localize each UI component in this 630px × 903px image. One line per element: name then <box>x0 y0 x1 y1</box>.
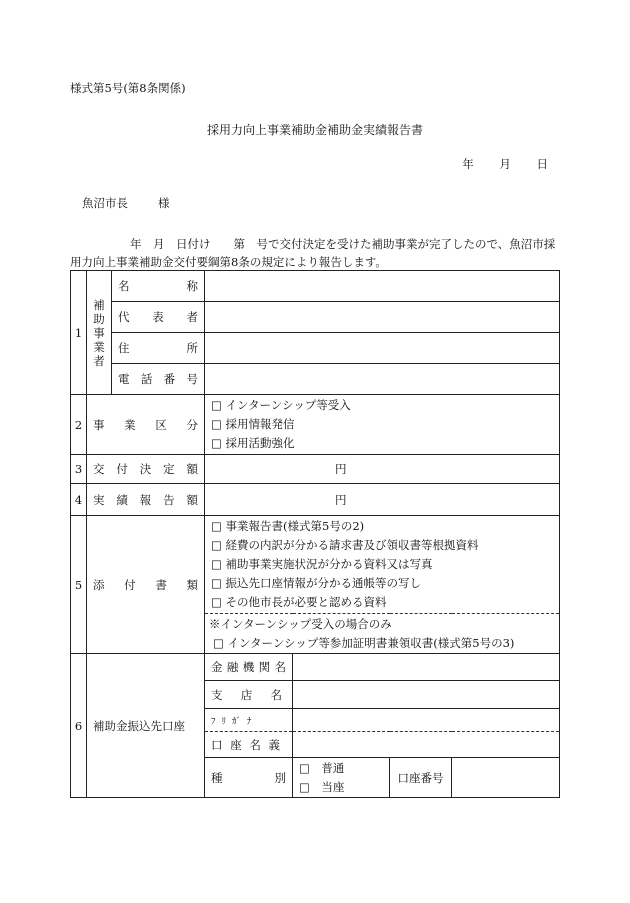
date-year: 年 <box>462 157 474 171</box>
branch-name-label: 支 店 名 <box>205 681 293 709</box>
date-month: 月 <box>499 157 511 171</box>
representative-field[interactable] <box>205 302 560 333</box>
phone-field[interactable] <box>205 364 560 395</box>
attachment-bank-passbook[interactable]: □ 振込先口座情報が分かる通帳等の写し <box>211 576 422 590</box>
yen-unit: 円 <box>335 462 347 476</box>
addressee-name: 魚沼市長 <box>82 196 128 210</box>
actual-report-amount-label: 実 績 報 告 額 <box>87 484 205 516</box>
grant-decision-amount-label: 交 付 決 定 額 <box>87 455 205 484</box>
form-number: 様式第5号(第8条関係) <box>70 81 186 95</box>
representative-label: 代 表 者 <box>112 302 205 333</box>
furigana-field[interactable] <box>293 709 560 732</box>
attachments-label: 添 付 書 類 <box>87 516 205 654</box>
yen-unit: 円 <box>335 492 347 507</box>
bank-account-label: 補助金振込先口座 <box>87 654 205 798</box>
actual-report-amount-field[interactable] <box>205 484 560 516</box>
account-type-ordinary[interactable]: □ 普通 <box>299 760 345 775</box>
report-form-table <box>70 270 560 798</box>
row-1-number: 1 <box>71 271 87 395</box>
row-5-number: 5 <box>71 516 87 654</box>
addressee <box>82 195 170 211</box>
applicant-group-label: 補 助 事 業 者 <box>87 271 112 395</box>
report-statement: 年 月 日付け 第 号で交付決定を受けた補助事業が完了したので、魚沼市採用力向上事業補助金交付要綱第8条の規定により報告します。 <box>70 237 556 269</box>
category-option-recruitment-info[interactable]: □ 採用情報発信 <box>211 417 295 431</box>
branch-name-field[interactable] <box>293 681 560 709</box>
addressee-honorific: 様 <box>158 196 170 210</box>
name-field[interactable] <box>205 271 560 302</box>
internship-attachments <box>205 614 560 654</box>
row-2-number: 2 <box>71 395 87 455</box>
account-holder-label: 口 座 名 義 <box>205 732 293 758</box>
attachments-list <box>205 516 560 614</box>
name-label: 名 称 <box>112 271 205 302</box>
bank-name-label: 金 融 機 関 名 <box>205 654 293 681</box>
business-category-options <box>205 395 560 455</box>
account-number-label: 口座番号 <box>390 758 452 798</box>
category-option-internship[interactable]: □ インターンシップ等受入 <box>211 398 351 412</box>
attachment-other-materials[interactable]: □ その他市長が必要と認める資料 <box>211 595 387 609</box>
attachment-invoices-receipts[interactable]: □ 経費の内訳が分かる請求書及び領収書等根拠資料 <box>211 538 479 552</box>
account-number-field[interactable] <box>452 758 560 798</box>
row-4-number: 4 <box>71 484 87 516</box>
furigana-label: ﾌﾘｶﾞﾅ <box>205 709 293 732</box>
account-holder-field[interactable] <box>293 732 560 758</box>
grant-decision-amount-field[interactable] <box>205 455 560 484</box>
internship-note: ※インターンシップ受入の場合のみ <box>209 616 392 631</box>
account-type-label: 種 別 <box>205 758 293 798</box>
attachment-status-materials[interactable]: □ 補助事業実施状況が分かる資料又は写真 <box>211 557 433 571</box>
attachment-business-report[interactable]: □ 事業報告書(様式第5号の2) <box>211 519 365 533</box>
address-field[interactable] <box>205 333 560 364</box>
row-3-number: 3 <box>71 455 87 484</box>
attachment-internship-certificate[interactable]: □ インターンシップ等参加証明書兼領収書(様式第5号の3) <box>213 635 515 650</box>
row-6-number: 6 <box>71 654 87 798</box>
document-title: 採用力向上事業補助金補助金実績報告書 <box>206 123 423 137</box>
account-type-current[interactable]: □ 当座 <box>299 779 345 794</box>
address-label: 住 所 <box>112 333 205 364</box>
business-category-label: 事 業 区 分 <box>87 395 205 455</box>
date-line <box>440 156 548 172</box>
phone-label: 電 話 番 号 <box>112 364 205 395</box>
date-day: 日 <box>536 157 548 171</box>
account-type-options <box>293 758 390 798</box>
bank-name-field[interactable] <box>293 654 560 681</box>
category-option-recruitment-activity[interactable]: □ 採用活動強化 <box>211 436 295 450</box>
